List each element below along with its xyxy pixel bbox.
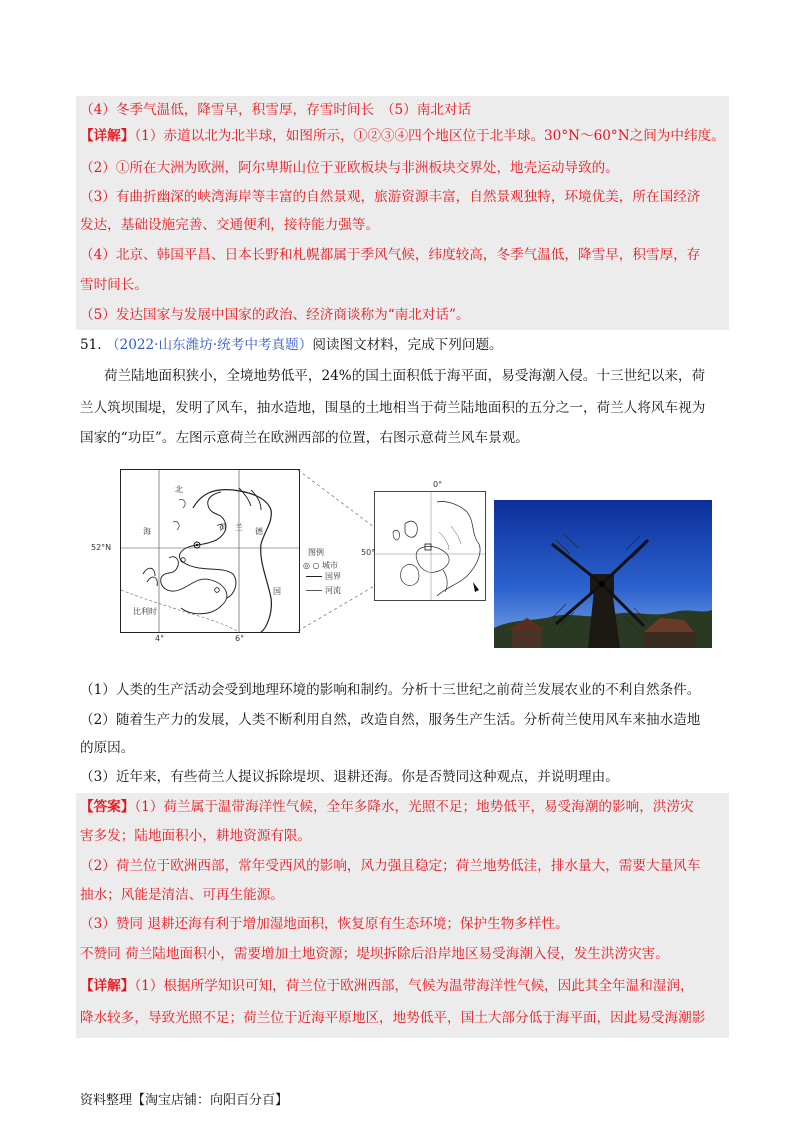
detail-line: （2）①所在大洲为欧洲，阿尔卑斯山位于亚欧板块与非洲板块交界处，地壳运动导致的。 xyxy=(80,160,619,176)
answer-line: 害多发；陆地面积小，耕地资源有限。 xyxy=(80,828,312,844)
detail-text: （1）赤道以北为北半球，如图所示，①②③④四个地区位于北半球。30°N～60°N之间为中纬度。 xyxy=(134,128,725,144)
detail-line: （3）有曲折幽深的峡湾海岸等丰富的自然景观，旅游资源丰富，自然景观独特，环境优美，所在国经济 xyxy=(80,189,701,205)
page-footer: 资料整理【淘宝店铺：向阳百分百】 xyxy=(80,1093,289,1108)
material-text: 荷兰陆地面积狭小，全境地势低平，24%的国土面积低于海平面，易受海潮入侵。十三世纪以来，荷 xyxy=(104,368,706,384)
question-prompt: 阅读图文材料，完成下列问题。 xyxy=(312,337,503,353)
answer-line: 不赞同 荷兰陆地面积小，需要增加土地资源；堤坝拆除后沿岸地区易受海潮入侵，发生洪涝灾害。 xyxy=(80,946,669,962)
map-label-north: 北 xyxy=(175,485,183,494)
sub-question: （3）近年来，有些荷兰人提议拆除堤坝、退耕还海。你是否赞同这种观点，并说明理由。 xyxy=(80,769,619,785)
detail-tag: 【详解】 xyxy=(80,978,135,994)
detail-line: （5）发达国家与发展中国家的政治、经济商谈称为“南北对话”。 xyxy=(80,307,470,323)
map-label-country: 国 xyxy=(273,587,281,596)
question-source: （2022·山东潍坊·统考中考真题） xyxy=(105,337,313,353)
map-legend-river: 河流 xyxy=(325,586,341,595)
detail-text: （1）根据所学知识可知，荷兰位于欧洲西部，气候为温带海洋性气候，因此其全年温和湿润， xyxy=(134,978,694,994)
sub-question: （1）人类的生产活动会受到地理环境的影响和制约。分析十三世纪之前荷兰发展农业的不利自然条件。 xyxy=(80,682,701,698)
detail-line: （4）北京、韩国平昌、日本长野和札幌都属于季风气候，纬度较高，冬季气温低，降雪早，积雪厚，存 xyxy=(80,247,701,263)
map-label-latitude: 52°N xyxy=(91,543,112,552)
detail-line: 雪时间长。 xyxy=(80,277,148,293)
answer-text: （1）荷兰属于温带海洋性气候，全年多降水，光照不足；地势低平，易受海潮的影响，洪涝灾 xyxy=(134,799,694,815)
map-label-lon-4: 4° xyxy=(155,634,165,643)
europe-map-drawing xyxy=(375,492,485,600)
detail-line xyxy=(80,976,725,996)
map-label-germany: 德 xyxy=(255,527,263,536)
sub-question: （2）随着生产力的发展，人类不断利用自然，改造自然，服务生产生活。分析荷兰使用风车来抽水造地 xyxy=(80,712,701,728)
windmill-photo xyxy=(494,500,712,648)
answer-line: （3）赞同 退耕还海有利于增加湿地面积，恢复原有生态环境；保护生物多样性。 xyxy=(80,916,569,932)
sub-question: 的原因。 xyxy=(80,740,135,756)
map-legend-border: 国界 xyxy=(325,572,341,581)
answer-line: 抽水；风能是清洁、可再生能源。 xyxy=(80,887,284,903)
map-label-sea: 海 xyxy=(143,527,151,536)
detail-line: 发达，基础设施完善、交通便利，接待能力强等。 xyxy=(80,217,380,233)
map-label-netherlands: 荷 兰 xyxy=(219,523,243,532)
map-legend-title: 图例 xyxy=(308,548,324,557)
answer-line: （2）荷兰位于欧洲西部，常年受西风的影响，风力强且稳定；荷兰地势低洼，排水量大，需要大量风车 xyxy=(80,858,701,874)
europe-location-map xyxy=(361,480,486,601)
map-label-lon-6: 6° xyxy=(235,634,245,643)
material-text: 国家的“功臣”。左图示意荷兰在欧洲西部的位置，右图示意荷兰风车景观。 xyxy=(80,430,529,446)
map-legend-city: ◎ ○ 城市 xyxy=(303,561,339,570)
question-number: 51. xyxy=(80,337,102,353)
europe-label-lon: 0° xyxy=(433,480,443,489)
answer-tag: 【答案】 xyxy=(80,799,135,815)
detail-line: 降水较多，导致光照不足；荷兰位于近海平原地区，地势低平，国土大部分低于海平面，因此易受海潮影 xyxy=(80,1010,706,1026)
europe-label-lat: 50° xyxy=(361,548,376,557)
answer-line xyxy=(80,797,725,817)
map-label-belgium: 比利时 xyxy=(133,607,157,616)
material-text: 兰人筑坝围堤，发明了风车，抽水造地，围垦的土地相当于荷兰陆地面积的五分之一，荷兰人将风车视为 xyxy=(80,400,706,416)
detail-tag: 【详解】 xyxy=(80,128,135,144)
answer-line: （4）冬季气温低，降雪早，积雪厚，存雪时间长 （5）南北对话 xyxy=(80,102,472,118)
